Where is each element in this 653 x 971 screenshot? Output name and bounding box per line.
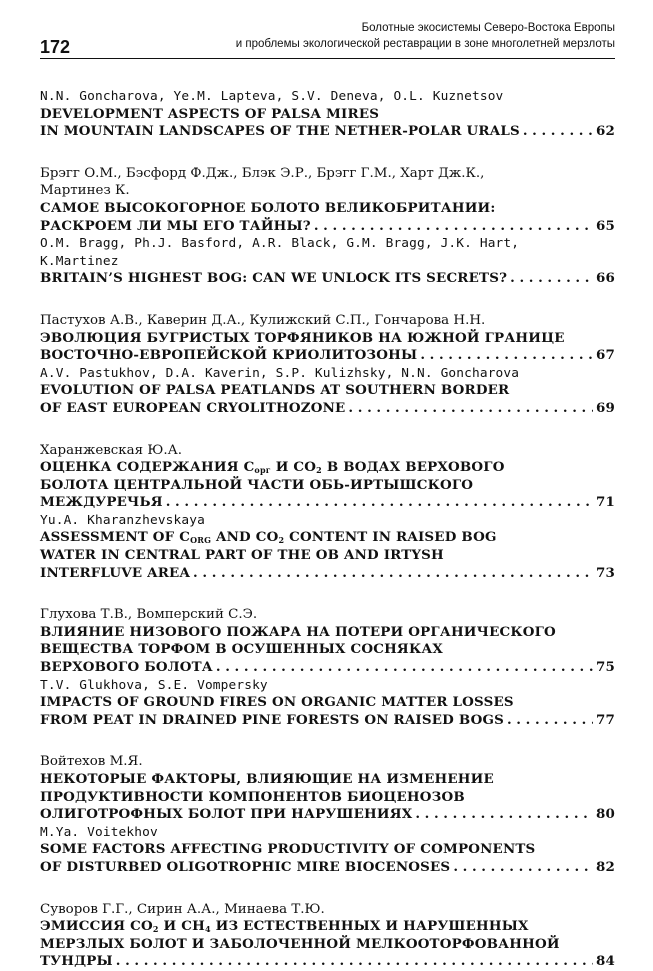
entry-title-ru: НЕКОТОРЫЕ ФАКТОРЫ, ВЛИЯЮЩИЕ НА ИЗМЕНЕНИЕ bbox=[40, 771, 494, 787]
subscript: 2 bbox=[278, 535, 285, 546]
entry-page-number: 73 bbox=[595, 564, 615, 581]
entry-title-en: DEVELOPMENT ASPECTS OF PALSA MIRES bbox=[40, 105, 380, 122]
entry-page-number: 75 bbox=[595, 659, 615, 676]
entry-title-text: МЕЖДУРЕЧЬЯ bbox=[40, 494, 163, 511]
entry-title-text: OF EAST EUROPEAN CRYOLITHOZONE bbox=[40, 399, 346, 416]
entry-authors-ru: Брэгг О.М., Бэсфорд Ф.Дж., Блэк Э.Р., Брэгг Г.М., Харт Дж.К., bbox=[40, 165, 485, 181]
entry-title-text: ОЛИГОТРОФНЫХ БОЛОТ ПРИ НАРУШЕНИЯХ bbox=[40, 806, 413, 823]
dot-leader bbox=[193, 565, 593, 583]
entry-title-ru: БОЛОТА ЦЕНТРАЛЬНОЙ ЧАСТИ ОБЬ-ИРТЫШСКОГО bbox=[40, 476, 474, 493]
entry-authors-en: T.V. Glukhova, S.E. Vompersky bbox=[40, 677, 268, 693]
subscript: ORG bbox=[190, 535, 212, 546]
entry-page-number: 62 bbox=[595, 123, 615, 140]
toc-entry bbox=[40, 312, 615, 418]
entry-page-number: 67 bbox=[595, 347, 615, 364]
entry-authors-ru: Войтехов М.Я. bbox=[40, 754, 143, 770]
entry-title-ru-line bbox=[40, 806, 615, 824]
entry-page-number: 65 bbox=[595, 217, 615, 234]
toc-entry bbox=[40, 753, 615, 876]
entry-title-text: OF DISTURBED OLIGOTROPHIC MIRE BIOCENOSES bbox=[40, 858, 451, 875]
dot-leader bbox=[453, 859, 593, 877]
table-of-contents bbox=[40, 88, 615, 971]
page-number: 172 bbox=[40, 37, 71, 57]
title-fragment: ИЗ ЕСТЕСТВЕННЫХ И НАРУШЕННЫХ bbox=[210, 918, 529, 935]
title-fragment: ОЦЕНКА СОДЕРЖАНИЯ C bbox=[40, 459, 255, 476]
entry-title-text: ВЕРХОВОГО БОЛОТА bbox=[40, 659, 213, 676]
entry-title-en-line bbox=[40, 712, 615, 730]
entry-title-text: РАСКРОЕМ ЛИ МЫ ЕГО ТАЙНЫ? bbox=[40, 217, 311, 234]
entry-title-text: ВОСТОЧНО-ЕВРОПЕЙСКОЙ КРИОЛИТОЗОНЫ bbox=[40, 347, 418, 364]
entry-title-ru bbox=[40, 459, 615, 477]
entry-authors-en: K.Martinez bbox=[40, 253, 119, 269]
entry-page-number: 84 bbox=[595, 953, 615, 970]
title-fragment: ASSESSMENT OF C bbox=[40, 529, 191, 546]
entry-title-en-line bbox=[40, 565, 615, 583]
dot-leader bbox=[420, 347, 593, 365]
header-rule bbox=[40, 58, 615, 59]
entry-title-text: IN MOUNTAIN LANDSCAPES OF THE NETHER-POLAR URALS bbox=[40, 123, 520, 140]
entry-title-ru-line bbox=[40, 218, 615, 236]
entry-authors-ru: Суворов Г.Г., Сирин А.А., Минаева Т.Ю. bbox=[40, 901, 325, 917]
title-fragment: В ВОДАХ ВЕРХОВОГО bbox=[321, 459, 505, 476]
toc-entry bbox=[40, 606, 615, 729]
dot-leader bbox=[523, 123, 593, 141]
entry-title-ru-line bbox=[40, 494, 615, 512]
entry-title-en-line bbox=[40, 400, 615, 418]
entry-title-ru-line bbox=[40, 659, 615, 677]
entry-title-ru bbox=[40, 918, 615, 936]
toc-entry bbox=[40, 442, 615, 583]
entry-title-ru: САМОЕ ВЫСОКОГОРНОЕ БОЛОТО ВЕЛИКОБРИТАНИИ: bbox=[40, 199, 496, 216]
dot-leader bbox=[348, 400, 593, 418]
running-title-line: и проблемы экологической реставрации в зоне многолетней мерзлоты bbox=[235, 38, 615, 50]
toc-entry bbox=[40, 88, 615, 141]
entry-title-ru: ПРОДУКТИВНОСТИ КОМПОНЕНТОВ БИОЦЕНОЗОВ bbox=[40, 788, 465, 805]
dot-leader bbox=[166, 494, 593, 512]
subscript: 4 bbox=[204, 924, 211, 935]
dot-leader bbox=[507, 712, 593, 730]
dot-leader bbox=[216, 659, 593, 677]
toc-entry bbox=[40, 901, 615, 971]
entry-title-text: INTERFLUVE AREA bbox=[40, 564, 191, 581]
entry-title-text: FROM PEAT IN DRAINED PINE FORESTS ON RAISED BOGS bbox=[40, 711, 504, 728]
entry-title-en: EVOLUTION OF PALSA PEATLANDS AT SOUTHERN BORDER bbox=[40, 382, 510, 399]
entry-title-ru: ВЕЩЕСТВА ТОРФОМ В ОСУШЕННЫХ СОСНЯКАХ bbox=[40, 641, 444, 658]
entry-authors-ru: Харанжевская Ю.А. bbox=[40, 442, 182, 458]
entry-title-ru: МЕРЗЛЫХ БОЛОТ И ЗАБОЛОЧЕННОЙ МЕЛКООТОРФОВАННОЙ bbox=[40, 935, 560, 952]
title-fragment: И CH bbox=[158, 918, 205, 935]
entry-title-ru-line bbox=[40, 953, 615, 971]
entry-page-number: 66 bbox=[595, 270, 615, 287]
toc-entry bbox=[40, 165, 615, 288]
entry-title-ru-line bbox=[40, 347, 615, 365]
entry-authors-en: N.N. Goncharova, Ye.M. Lapteva, S.V. Deneva, O.L. Kuznetsov bbox=[40, 89, 504, 104]
entry-title-text: ТУНДРЫ bbox=[40, 953, 113, 970]
title-fragment: AND CO bbox=[211, 529, 279, 546]
entry-authors-ru: Пастухов А.В., Каверин Д.А., Кулижский С.П., Гончарова Н.Н. bbox=[40, 312, 486, 328]
entry-title-en: SOME FACTORS AFFECTING PRODUCTIVITY OF COMPONENTS bbox=[40, 841, 536, 858]
dot-leader bbox=[510, 270, 593, 288]
page-header bbox=[40, 0, 615, 60]
entry-title-en-line bbox=[40, 270, 615, 288]
running-title bbox=[236, 20, 615, 52]
entry-authors-ru: Глухова Т.В., Вомперский С.Э. bbox=[40, 607, 258, 623]
dot-leader bbox=[314, 218, 593, 236]
running-title-line: Болотные экосистемы Северо-Востока Европы bbox=[361, 22, 615, 34]
title-fragment: ЭМИССИЯ CO bbox=[40, 918, 153, 935]
entry-page-number: 82 bbox=[595, 858, 615, 875]
subscript: 2 bbox=[316, 465, 322, 476]
entry-page-number: 71 bbox=[595, 494, 615, 511]
entry-title-en-line bbox=[40, 123, 615, 141]
entry-page-number: 77 bbox=[595, 711, 615, 728]
entry-title-en bbox=[40, 529, 615, 547]
entry-title-text: BRITAIN’S HIGHEST BOG: CAN WE UNLOCK ITS SECRETS? bbox=[40, 270, 508, 287]
dot-leader bbox=[116, 953, 593, 971]
entry-page-number: 80 bbox=[595, 806, 615, 823]
entry-title-en: WATER IN CENTRAL PART OF THE OB AND IRTYSH bbox=[40, 547, 444, 564]
entry-title-en: IMPACTS OF GROUND FIRES ON ORGANIC MATTER LOSSES bbox=[40, 694, 514, 711]
dot-leader bbox=[415, 806, 593, 824]
subscript: орг bbox=[254, 465, 271, 476]
subscript: 2 bbox=[152, 924, 159, 935]
entry-title-en-line bbox=[40, 859, 615, 877]
entry-title-ru: ВЛИЯНИЕ НИЗОВОГО ПОЖАРА НА ПОТЕРИ ОРГАНИЧЕСКОГО bbox=[40, 623, 556, 640]
entry-page-number: 69 bbox=[595, 399, 615, 416]
entry-authors-en: M.Ya. Voitekhov bbox=[40, 824, 158, 840]
title-fragment: CONTENT IN RAISED BOG bbox=[284, 529, 497, 546]
entry-authors-en: Yu.A. Kharanzhevskaya bbox=[40, 512, 205, 528]
entry-authors-en: O.M. Bragg, Ph.J. Basford, A.R. Black, G.M. Bragg, J.K. Hart, bbox=[40, 236, 520, 252]
entry-authors-en: A.V. Pastukhov, D.A. Kaverin, S.P. Kulizhsky, N.N. Goncharova bbox=[40, 365, 520, 381]
entry-title-ru: ЭВОЛЮЦИЯ БУГРИСТЫХ ТОРФЯНИКОВ НА ЮЖНОЙ ГРАНИЦЕ bbox=[40, 329, 565, 346]
title-fragment: И CO bbox=[270, 459, 317, 476]
entry-authors-ru: Мартинез К. bbox=[40, 183, 130, 199]
